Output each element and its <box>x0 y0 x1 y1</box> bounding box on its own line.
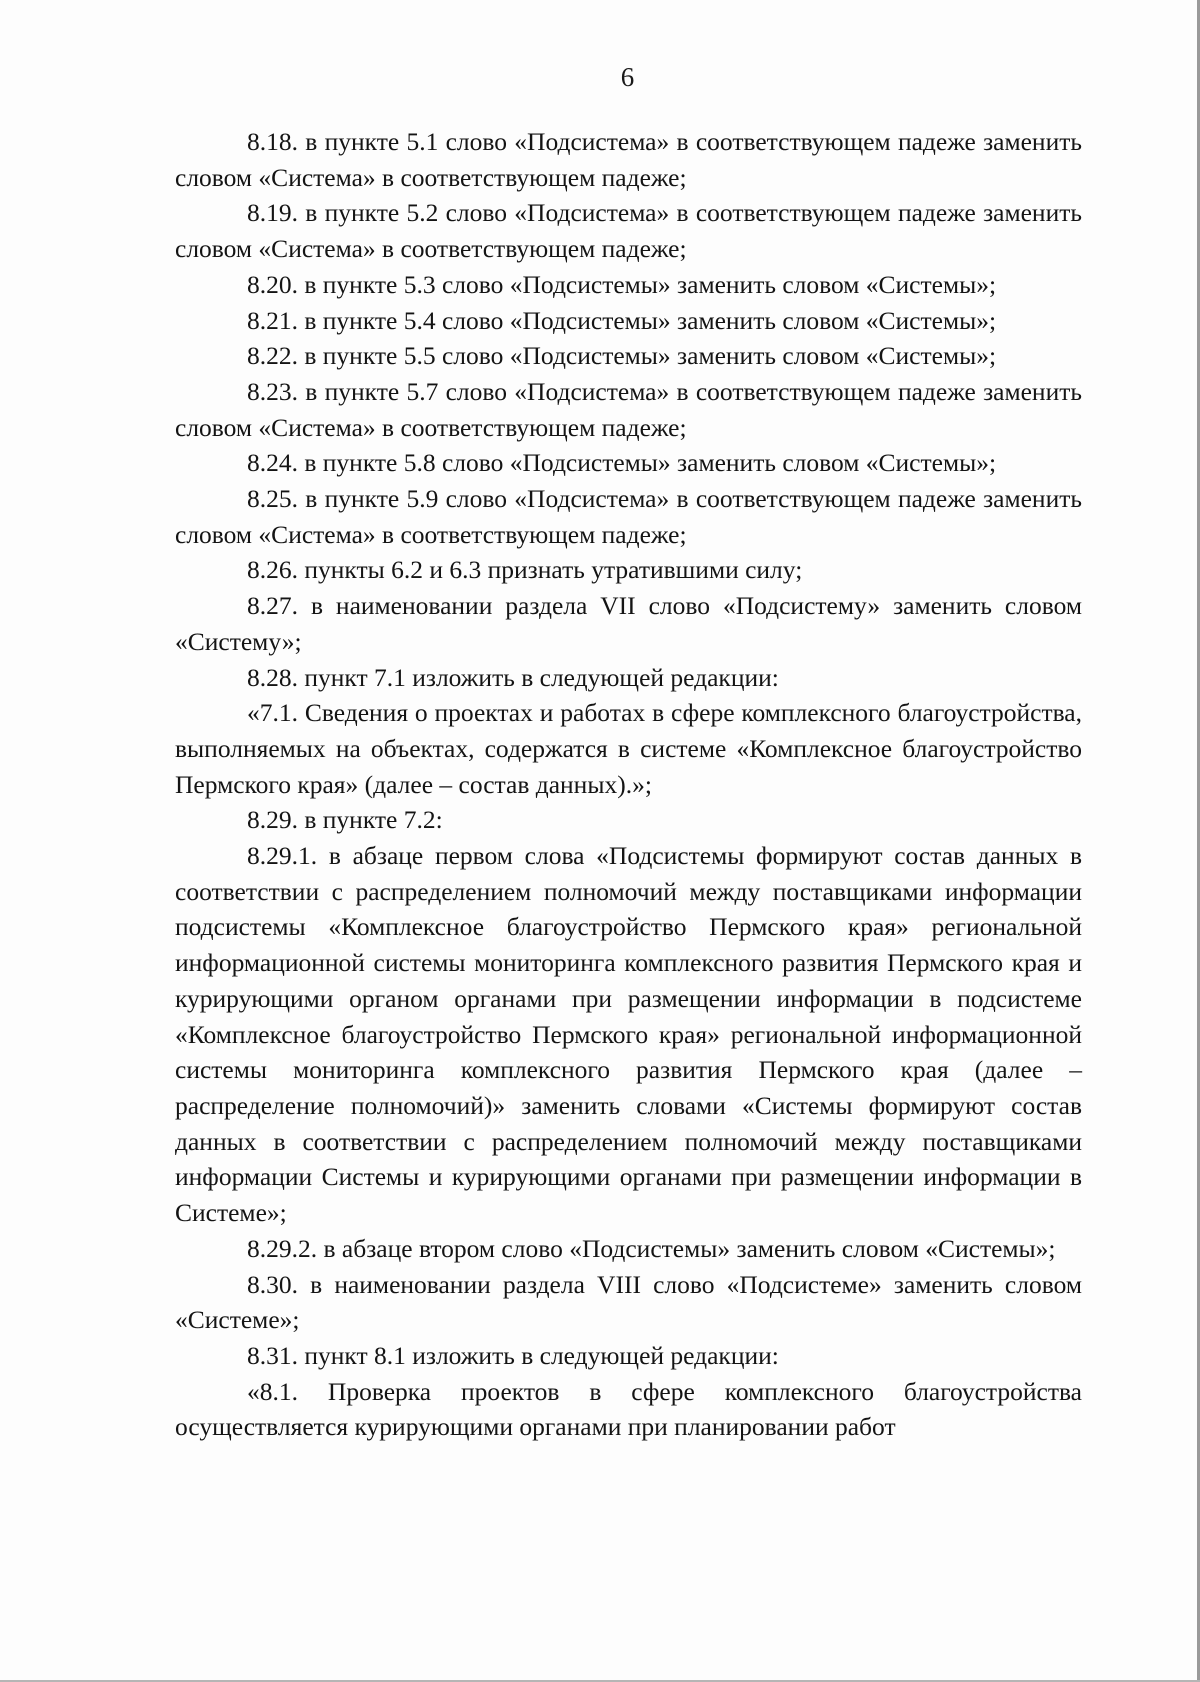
paragraph-8-26: 8.26. пункты 6.2 и 6.3 признать утратившими силу; <box>247 555 803 585</box>
paragraph-8-30: 8.30. в наименовании раздела VIII слово «Подсистеме» заменить словом «Системе»; <box>175 1269 1082 1335</box>
document-body <box>175 124 1082 1445</box>
paragraph-8-31: 8.31. пункт 8.1 изложить в следующей редакции: <box>247 1340 779 1370</box>
quoted-paragraph-8-1: «8.1. Проверка проектов в сфере комплексного благоустройства осуществляется курирующими органами при планировании работ <box>175 1376 1082 1442</box>
paragraph-8-27: 8.27. в наименовании раздела VII слово «Подсистему» заменить словом «Систему»; <box>175 591 1082 656</box>
paragraph-8-20: 8.20. в пункте 5.3 слово «Подсистемы» заменить словом «Системы»; <box>247 269 997 299</box>
paragraph-8-19: 8.19. в пункте 5.2 слово «Подсистема» в соответствующем падеже заменить словом «Система» в соответствующем падеже; <box>175 198 1082 264</box>
paragraph-8-25: 8.25. в пункте 5.9 слово «Подсистема» в соответствующем падеже заменить словом «Система» в соответствующем падеже; <box>175 484 1082 549</box>
quoted-paragraph-7-1: «7.1. Сведения о проектах и работах в сфере комплексного благоустройства, выполняемых на объектах, содержатся в системе «Комплексное благоустройство Пермского края» (далее – состав данных).»; <box>175 698 1082 799</box>
paragraph-8-18: 8.18. в пункте 5.1 слово «Подсистема» в соответствующем падеже заменить словом «Система» в соответствующем падеже; <box>175 127 1082 192</box>
paragraph-8-21: 8.21. в пункте 5.4 слово «Подсистемы» заменить словом «Системы»; <box>247 305 997 335</box>
paragraph-8-22: 8.22. в пункте 5.5 слово «Подсистемы» заменить словом «Системы»; <box>247 341 997 371</box>
paragraph-8-29-2: 8.29.2. в абзаце втором слово «Подсистемы» заменить словом «Системы»; <box>247 1233 1056 1263</box>
paragraph-8-29: 8.29. в пункте 7.2: <box>247 805 443 835</box>
paragraph-8-23: 8.23. в пункте 5.7 слово «Подсистема» в соответствующем падеже заменить словом «Система» в соответствующем падеже; <box>175 376 1082 442</box>
page-number: 6 <box>620 62 635 92</box>
paragraph-8-28: 8.28. пункт 7.1 изложить в следующей редакции: <box>247 662 779 692</box>
paragraph-8-24: 8.24. в пункте 5.8 слово «Подсистемы» заменить словом «Системы»; <box>247 448 997 478</box>
paragraph-8-29-1: 8.29.1. в абзаце первом слова «Подсистемы формируют состав данных в соответствии с распределением полномочий между поставщиками информации подсистемы «Комплексное благоустройство Пермского края» региональной информационной системы мониторинга комплексного развития Пермского края и курирующими органом органами при размещении информации в подсистеме «Комплексное благоустройство Пермского края» региональной информационной системы мониторинга комплексного развития Пермского края (далее – распределение полномочий)» заменить словами «Системы формируют состав данных в соответствии с распределением полномочий между поставщиками информации Системы и курирующими органами при размещении информации в Системе»; <box>175 841 1082 1228</box>
